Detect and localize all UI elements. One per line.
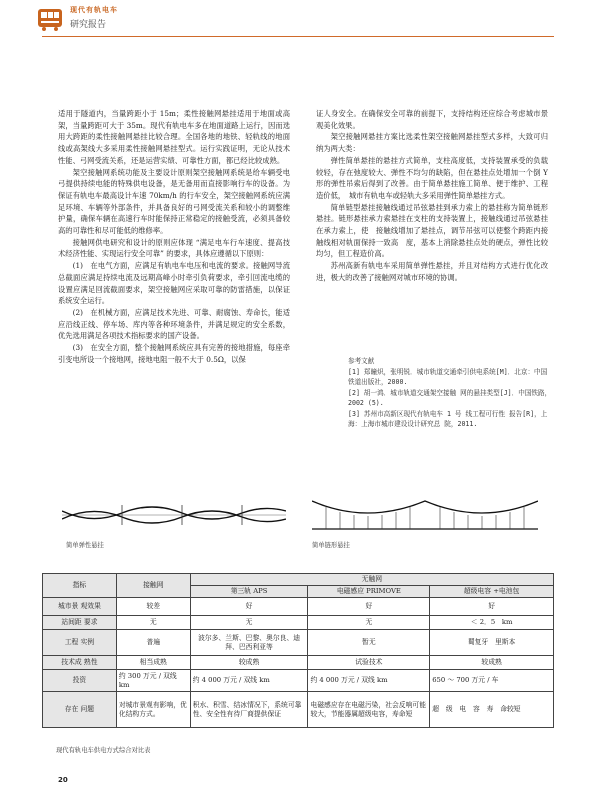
table-row (43, 630, 554, 656)
row-label: 技术成 熟性 (43, 656, 117, 670)
left-diagram-caption: 简单弹性悬挂 (66, 542, 104, 549)
reference-item: [2] 胡一鸿．城市轨道交通架空接触 网的悬挂类型[J]．中国铁路，2002 (5). (348, 388, 552, 407)
table-cell: 无 (116, 616, 190, 630)
paragraph: 架空接触网系统功能及主要设计原则架空接触网系统是给车辆受电弓提供持续电能的特殊供电设备，是无备用而直接影响行车的设备。为保证有轨电车最高设计车速 70km/h 的行车安全，架空接触网系统应满足环境、车辆等外部条件，并具备良好的弓网受流关系和较小的调整维护量，确保车辆在高速行车时能保持正常稳定的接触受流，必须具备较高的可靠性和尽可能低的维修率。 (58, 167, 290, 236)
table-cell: 约 300 万元 / 双线 km (116, 670, 190, 692)
left-text-column (58, 108, 290, 365)
table-cell: 好 (430, 598, 554, 616)
row-label: 城市景 观效果 (43, 598, 117, 616)
references-title: 参考文献 (348, 357, 375, 365)
brand-title: 现代有轨电车 (70, 6, 118, 14)
paragraph: 简单链型悬挂接触线通过吊弦悬挂到承力索上的悬挂称为简单链形悬挂。链形悬挂承力索悬挂在支柱的支持装置上，接触线通过吊弦悬挂在承力索上，使 接触线增加了悬挂点，调节吊弦可以使整个跨距内接触线相对轨面保持一致高 度，基本上消除悬挂点处的硬点，弹性比较均匀，但工程造价高。 (316, 202, 548, 259)
table-row (43, 598, 554, 616)
table-row (43, 692, 554, 728)
sub-header: 超级电容 +电池包 (430, 586, 554, 598)
table-cell: 波尔多、兰斯、巴黎、奥尔良、迪拜、巴西利亚等 (190, 630, 308, 656)
paragraph: 架空接触网悬挂方案比选柔性架空接触网悬挂型式多样，大致可归纳为两大类： (316, 132, 548, 154)
right-diagram-caption: 简单链形悬挂 (312, 542, 350, 549)
table-row (43, 656, 554, 670)
references (314, 356, 554, 430)
table-cell: 650 ～ 700 万元 / 车 (430, 670, 554, 692)
table-cell: 无 (308, 616, 430, 630)
reference-item: [3] 苏州市高新区现代有轨电车 1 号 线工程可行性 报告[R]，上海：上海市城市建设设计研究总 院，2011. (348, 409, 548, 428)
row-label: 存在 问题 (43, 692, 117, 728)
table-cell: 较成熟 (430, 656, 554, 670)
paragraph: 苏州高新有轨电车采用简单弹性悬挂，并且对结构方式进行优化改进，极大的改善了接触网对城市环境的协调。 (316, 261, 548, 282)
contact-network-header: 接触网 (116, 574, 190, 598)
table-cell: 约 4 000 万元 / 双线 km (190, 670, 308, 692)
table-cell: 普遍 (116, 630, 190, 656)
table-cell: 电磁感应存在电磁污染，社会反响可能较大，节能器属超级电容，寿命短 (308, 692, 430, 728)
non-contact-header: 无触网 (190, 574, 553, 586)
paragraph: 弹性简单悬挂的悬挂方式简单，支柱高度低，支持装置承受的负载较轻，存在弛度较大、弹性不均匀的缺陷，但在悬挂点处增加一个倒 Y 形的弹性吊索后得到了改善。由于简单悬挂施工简单、便于维护、工程造价低， 城市有轨电车或轻轨大多采用弹性简单悬挂方式。 (316, 155, 548, 200)
page-number: 20 (58, 776, 68, 784)
paragraph: (3) 在安全方面，整个接触网系统应具有完善的接地措施，每座牵引变电所设一个接地网，接地电阻一般不大于 0.5Ω，以保 (58, 343, 290, 364)
sub-header: 第三轨 APS (190, 586, 308, 598)
paragraph: (2) 在机械方面，应满足技术先进、可靠、耐腐蚀、寿命长，能适应沿线正线、停车场、库内等各种环境条件，并满足规定的安全系数，优先选用满足各项技术指标要求的国产设备。 (58, 307, 290, 341)
tram-logo-icon (37, 6, 63, 32)
table-cell: 蜀复牙 里斯本 (430, 630, 554, 656)
table-cell: 积水、积雪、结冰情况下，系统可靠性、安全性有待厂商提供保证 (190, 692, 308, 728)
table-cell: 约 4 000 万元 / 双线 km (308, 670, 430, 692)
table-cell: 好 (308, 598, 430, 616)
table-body (43, 598, 554, 728)
table-cell: 超 级 电 容 寿 命较短 (430, 692, 554, 728)
paragraph: 适用于隧道内，当量跨距小于 15m；柔性接触网悬挂适用于地面或高架，当量跨距可大于 35m。现代有轨电车多在地面道路上运行，因而选用大跨距的柔性接触网悬挂比较合理。全国各地的地铁、轻轨线的地面线或高架线大多采用柔性接触网悬挂型式。运行实践证明，无论从技术性能、弓网受流关系，还是运营实绩、可靠性方面，都已经比较成熟。 (58, 109, 290, 165)
row-label: 站间距 要求 (43, 616, 117, 630)
power-supply-comparison-table (42, 573, 554, 728)
header-divider (42, 36, 554, 37)
table-cell: 试验技术 (308, 656, 430, 670)
section-title: 研究报告 (70, 20, 107, 30)
right-text-column (316, 108, 548, 284)
sub-header: 电磁感应 PRIMOVE (308, 586, 430, 598)
table-cell: 相当成熟 (116, 656, 190, 670)
table-cell: 较差 (116, 598, 190, 616)
row-label: 工程 实例 (43, 630, 117, 656)
table-caption: 现代有轨电车供电方式综合对比表 (56, 747, 151, 754)
table-cell: 无 (190, 616, 308, 630)
table-row (43, 670, 554, 692)
table-cell: 好 (190, 598, 308, 616)
simple-chain-catenary-diagram (312, 495, 538, 537)
reference-item: [1] 郑瞳炽，张明锐．城市轨道交通牵引供电系统[M]．北京：中国 铁道出版社，2000. (348, 367, 548, 386)
table-cell: 较成熟 (190, 656, 308, 670)
table-cell: 对城市景观有影响，优化结构方式。 (116, 692, 190, 728)
table-row (43, 616, 554, 630)
table-cell: ＜ 2．5 km (430, 616, 554, 630)
simple-elastic-catenary-diagram (62, 495, 286, 537)
table-corner-header: 指标 (43, 574, 117, 598)
table-cell: 暂无 (308, 630, 430, 656)
paragraph: 证人身安全。在确保安全可靠的前提下，支持结构还应综合考虑城市景观美化效果。 (316, 109, 548, 130)
paragraph: 接触网供电研究和设计的原则应体现 “满足电车行车速度、提高技术经济性能、实现运行安全可靠” 的要求，具体应遵循以下原则： (58, 237, 290, 259)
row-label: 投资 (43, 670, 117, 692)
paragraph: (1) 在电气方面，应满足有轨电车电压和电流的要求。接触网导流总截面应满足持续电流及远期高峰小时牵引负荷要求，牵引回流电缆的设置应满足回流截面要求，架空接触网应采取可靠的防雷措施，以保证系统安全运行。 (58, 261, 290, 306)
